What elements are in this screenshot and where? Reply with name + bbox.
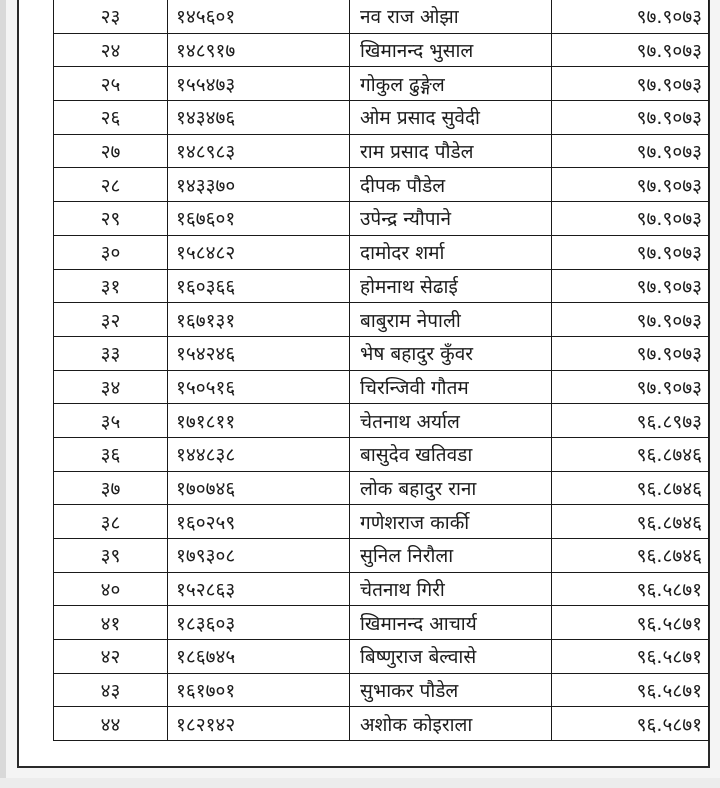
candidate-name-cell: चेतनाथ गिरी [350, 572, 552, 606]
serial-number-cell: २४ [54, 33, 168, 67]
bottom-strip [0, 778, 720, 788]
serial-number-cell: ३६ [54, 437, 168, 471]
document-page [17, 0, 710, 768]
candidate-name-cell: दीपक पौडेल [350, 168, 552, 202]
table-row [54, 572, 709, 606]
roll-number-cell: १६१७०१ [168, 673, 350, 707]
table-row [54, 404, 709, 438]
results-table [53, 0, 709, 741]
table-row [54, 202, 709, 236]
roll-number-cell: १५०५१६ [168, 370, 350, 404]
score-cell: ९७.९०७३ [552, 235, 709, 269]
table-row [54, 33, 709, 67]
table-row [54, 303, 709, 337]
candidate-name-cell: दामोदर शर्मा [350, 235, 552, 269]
roll-number-cell: १६७६०१ [168, 202, 350, 236]
left-edge [0, 0, 6, 788]
score-cell: ९७.९०७३ [552, 33, 709, 67]
candidate-name-cell: भेष बहादुर कुँवर [350, 336, 552, 370]
roll-number-cell: १४३४७६ [168, 101, 350, 135]
serial-number-cell: ४० [54, 572, 168, 606]
score-cell: ९६.५८७१ [552, 572, 709, 606]
table-row [54, 539, 709, 573]
table-row [54, 640, 709, 674]
candidate-name-cell: सुनिल निरौला [350, 539, 552, 573]
roll-number-cell: १५२८६३ [168, 572, 350, 606]
serial-number-cell: ४४ [54, 707, 168, 741]
score-cell: ९७.९०७३ [552, 336, 709, 370]
serial-number-cell: ३८ [54, 505, 168, 539]
roll-number-cell: १५८४८२ [168, 235, 350, 269]
roll-number-cell: १६०३६६ [168, 269, 350, 303]
roll-number-cell: १८६७४५ [168, 640, 350, 674]
score-cell: ९६.५८७१ [552, 673, 709, 707]
table-row [54, 235, 709, 269]
score-cell: ९६.५८७१ [552, 606, 709, 640]
score-cell: ९७.९०७३ [552, 370, 709, 404]
score-cell: ९६.८७४६ [552, 471, 709, 505]
candidate-name-cell: खिमानन्द आचार्य [350, 606, 552, 640]
table-row [54, 673, 709, 707]
candidate-name-cell: गोकुल ढुङ्गेल [350, 67, 552, 101]
score-cell: ९६.८७४६ [552, 505, 709, 539]
roll-number-cell: १४३३७० [168, 168, 350, 202]
score-cell: ९६.५८७१ [552, 707, 709, 741]
candidate-name-cell: होमनाथ सेढाई [350, 269, 552, 303]
score-cell: ९७.९०७३ [552, 101, 709, 135]
score-cell: ९६.५८७१ [552, 640, 709, 674]
candidate-name-cell: बाबुराम नेपाली [350, 303, 552, 337]
roll-number-cell: १८२१४२ [168, 707, 350, 741]
roll-number-cell: १७०७४६ [168, 471, 350, 505]
roll-number-cell: १४८९८३ [168, 134, 350, 168]
score-cell: ९७.९०७३ [552, 202, 709, 236]
serial-number-cell: ३९ [54, 539, 168, 573]
serial-number-cell: ३१ [54, 269, 168, 303]
serial-number-cell: ४३ [54, 673, 168, 707]
results-table-body [54, 0, 709, 741]
table-row [54, 0, 709, 33]
score-cell: ९७.९०७३ [552, 134, 709, 168]
table-row [54, 269, 709, 303]
candidate-name-cell: ओम प्रसाद सुवेदी [350, 101, 552, 135]
candidate-name-cell: राम प्रसाद पौडेल [350, 134, 552, 168]
table-row [54, 134, 709, 168]
table-row [54, 370, 709, 404]
table-row [54, 505, 709, 539]
roll-number-cell: १५५४७३ [168, 67, 350, 101]
score-cell: ९७.९०७३ [552, 67, 709, 101]
candidate-name-cell: चिरन्जिवी गौतम [350, 370, 552, 404]
candidate-name-cell: खिमानन्द भुसाल [350, 33, 552, 67]
candidate-name-cell: अशोक कोइराला [350, 707, 552, 741]
candidate-name-cell: लोक बहादुर राना [350, 471, 552, 505]
roll-number-cell: १६०२५९ [168, 505, 350, 539]
serial-number-cell: ४२ [54, 640, 168, 674]
roll-number-cell: १८३६०३ [168, 606, 350, 640]
serial-number-cell: ३२ [54, 303, 168, 337]
candidate-name-cell: नव राज ओझा [350, 0, 552, 33]
table-row [54, 471, 709, 505]
table-row [54, 336, 709, 370]
candidate-name-cell: चेतनाथ अर्याल [350, 404, 552, 438]
serial-number-cell: २८ [54, 168, 168, 202]
roll-number-cell: १४५६०१ [168, 0, 350, 33]
serial-number-cell: २७ [54, 134, 168, 168]
score-cell: ९७.९०७३ [552, 0, 709, 33]
serial-number-cell: ३७ [54, 471, 168, 505]
roll-number-cell: १५४२४६ [168, 336, 350, 370]
serial-number-cell: २९ [54, 202, 168, 236]
score-cell: ९६.८९७३ [552, 404, 709, 438]
table-row [54, 606, 709, 640]
score-cell: ९७.९०७३ [552, 269, 709, 303]
score-cell: ९६.८७४६ [552, 437, 709, 471]
serial-number-cell: २६ [54, 101, 168, 135]
roll-number-cell: १४८९१७ [168, 33, 350, 67]
candidate-name-cell: सुभाकर पौडेल [350, 673, 552, 707]
candidate-name-cell: बासुदेव खतिवडा [350, 437, 552, 471]
serial-number-cell: ४१ [54, 606, 168, 640]
serial-number-cell: ३० [54, 235, 168, 269]
candidate-name-cell: गणेशराज कार्की [350, 505, 552, 539]
table-row [54, 707, 709, 741]
serial-number-cell: २३ [54, 0, 168, 33]
score-cell: ९६.८७४६ [552, 539, 709, 573]
serial-number-cell: २५ [54, 67, 168, 101]
score-cell: ९७.९०७३ [552, 168, 709, 202]
serial-number-cell: ३४ [54, 370, 168, 404]
candidate-name-cell: बिष्णुराज बेल्वासे [350, 640, 552, 674]
serial-number-cell: ३३ [54, 336, 168, 370]
candidate-name-cell: उपेन्द्र न्यौपाने [350, 202, 552, 236]
roll-number-cell: १७१८११ [168, 404, 350, 438]
roll-number-cell: १६७१३१ [168, 303, 350, 337]
table-row [54, 101, 709, 135]
table-row [54, 168, 709, 202]
score-cell: ९७.९०७३ [552, 303, 709, 337]
roll-number-cell: १७९३०८ [168, 539, 350, 573]
serial-number-cell: ३५ [54, 404, 168, 438]
table-row [54, 67, 709, 101]
table-row [54, 437, 709, 471]
roll-number-cell: १४४८३८ [168, 437, 350, 471]
